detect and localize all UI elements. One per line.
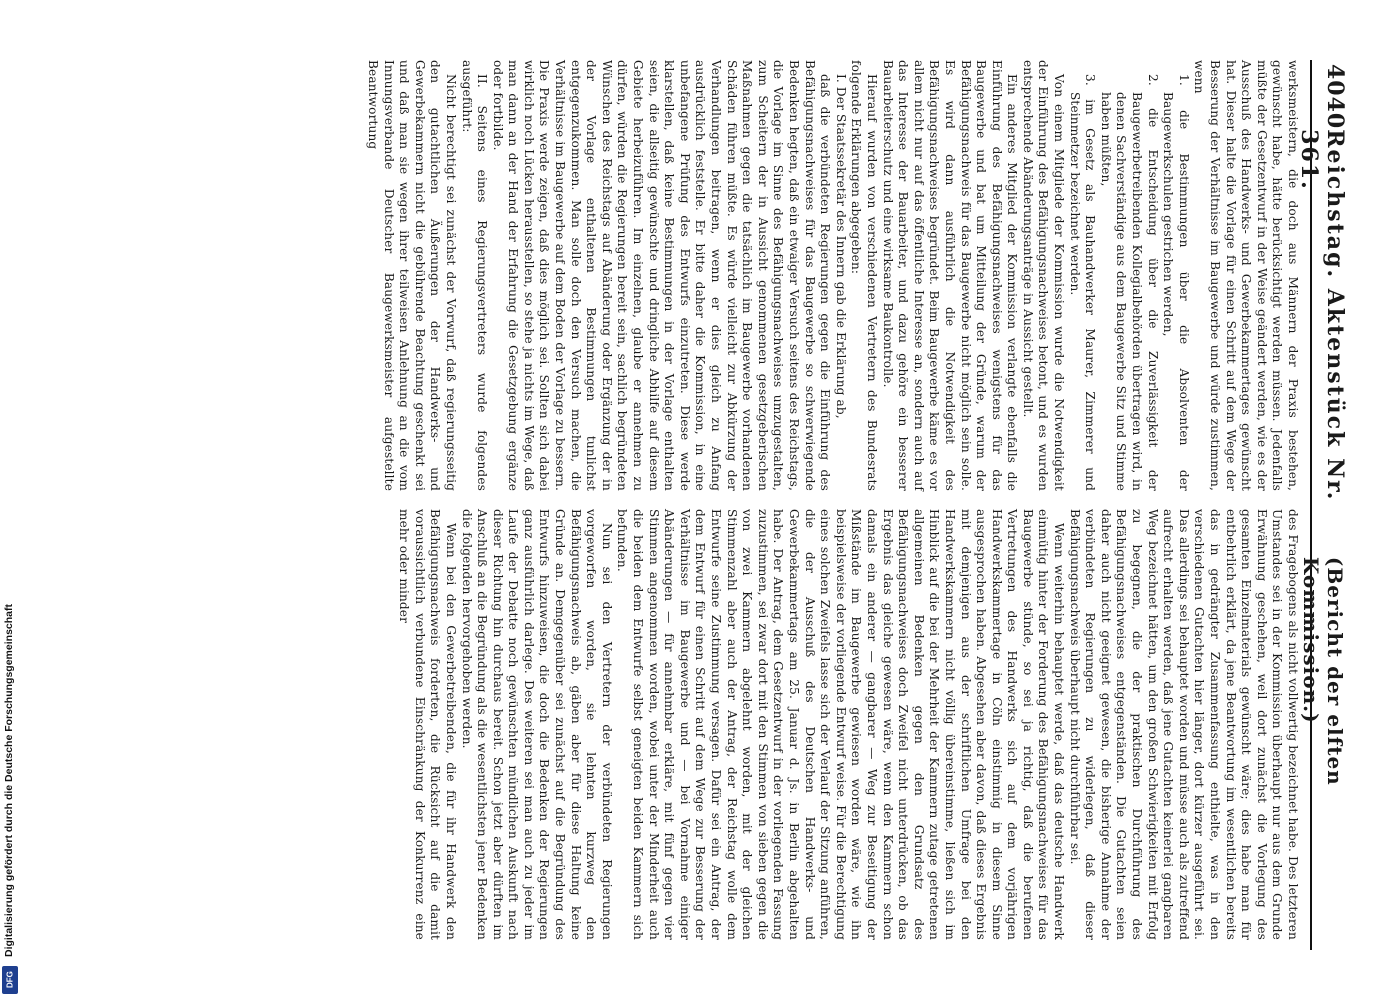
paragraph: Wenn weiterhin behauptet werde, daß das deutsche Handwerk einmütig hinter der Forderung des Befähigungsnachweises für das Baugewerbe stünde, so sei ja richtig, daß die berufenen Vertretungen des Handwerks sich auf dem vorjährigen Handwerkskammertage in Cöln einstimmig in diesem Sinne ausgesprochen haben. Abgesehen aber davon, daß dieses Ergebnis mit demjenigen aus der schriftlichen Umfrage bei den Handwerkskammern nicht völlig übereinstimme, ließen sich im Hinblick auf die bei der Mehrheit der Kammern zutage getretenen allgemeinen Bedenken gegen den Grundsatz des Befähigungsnachweises doch Zweifel nicht unterdrücken, ob das Ergebnis das gleiche gewesen wäre, wenn den Kammern schon damals ein anderer — gangbarer — Weg zur Beseitigung der Mißstände im Baugewerbe gewiesen worden wäre, wie ihn beispielsweise der vorliegende Entwurf weise. Für die Berechtigung eines solchen Zweifels lasse sich der Verlauf der Sitzung anführen, die der Ausschuß des Deutschen Handwerks- und Gewerbekammertags am 25. Januar d. Js. in Berlin abgehalten habe. Der Antrag, dem Gesetzentwurf in der vorliegenden Fassung zuzustimmen, sei zwar dort mit den Stimmen von sieben gegen die von zwei Kammern abgelehnt worden, mit der gleichen Stimmenzahl aber auch der Antrag, der Reichstag wolle dem Entwurfe seine Zustimmung versagen. Dafür sei ein Antrag, der dem Entwurf für einen Schritt auf dem Wege zur Besserung der Verhältnisse im Baugewerbe und — bei Vornahme einiger Abänderungen — für annehmbar erkläre, mit fünf gegen vier Stimmen angenommen worden, wobei unter der Minderheit auch die beiden dem Entwurfe selbst geneigten beiden Kammern sich befunden. bbox=[615, 509, 1067, 940]
paragraph: Nicht berechtigt sei zunächst der Vorwurf, daß regierungsseitig den gutachtlichen Äußerungen der Handwerks- und Gewerbekammern nicht die gebührende Beachtung geschenkt sei und daß man sie wegen ihrer teilweisen Anlehnung an die vom Innungsverbande Deutscher Baugewerksmeister aufgestellte Beantwortung bbox=[365, 60, 458, 491]
text-columns bbox=[364, 60, 1300, 950]
page-number: 4040 bbox=[1322, 64, 1348, 130]
dfg-logo: DFG bbox=[2, 966, 18, 994]
paragraph: Ein anderes Mitglied der Kommission verlangte ebenfalls die Einführung des Befähigungsnachweises wenigstens für das Baugewerbe und bat um Mitteilung der Gründe, warum der Befähigungsnachweis für das Baugewerbe nicht möglich sein solle. Es wird dann ausführlich die Notwendigkeit des Befähigungsnachweises begründet. Beim Baugewerbe käme es vor allem nicht nur auf das öffentliche Interesse an, sondern auch auf das Interesse der Bauarbeiter, und dazu gehöre ein besserer Bauarbeiterschutz und eine wirksame Baukontrolle. bbox=[880, 60, 1020, 491]
list-item bbox=[1097, 74, 1160, 491]
paragraph: daß die verbündeten Regierungen gegen die Einführung des Befähigungsnachweises für das Baugewerbe so schwerwiegende Bedenken hegten, daß ein etwaiger Versuch seitens des Reichstags, die Vorlage im Sinne des Befähigungsnachweises umzugestalten, zum Scheitern der in Aussicht genommenen gesetzgeberischen Maßnahmen gegen die tatsächlich im Baugewerbe vorhandenen Schäden führen müßte. Es würde vielleicht zur Abkürzung der Verhandlungen beitragen, wenn er dies gleich zu Anfang ausdrücklich feststelle. Er bitte daher die Kommission, in eine unbefangene Prüfung des Entwurfs einzutreten. Diese werde klarstellen, daß keine Bestimmungen in der Vorlage enthalten seien, die allseitig gewünschte und dringliche Abhilfe auf diesem Gebiete herbeizuführen. Im einzelnen, glaube er annehmen zu dürfen, würden die Regierungen bereit sein, sachlich begründeten Wünschen des Reichstags auf Abänderung oder Ergänzung der in der Vorlage enthaltenen Bestimmungen tunlichst entgegenzukommen. Man solle doch den Versuch machen, die Verhältnisse im Baugewerbe auf dem Boden der Vorlage zu bessern. Die Praxis werde zeigen, daß dies möglich sei. Sollten sich dabei wirklich noch Lücken herausstellen, so stehe ja nichts im Wege, daß man dann an der Hand der Erfahrung die Gesetzgebung ergänze oder fortbilde. bbox=[490, 60, 833, 491]
list-item-text: die Bestimmungen über die Absolventen der Baugewerkschulen gestrichen werden, bbox=[1161, 92, 1191, 491]
list-item-number: 1. bbox=[1176, 74, 1191, 111]
paragraph: des Fragebogens als nicht vollwertig bezeichnet habe. Des letzteren Umstandes sei in der Kommission überhaupt nur aus dem Grunde Erwähnung geschehen, weil dort zunächst die Vorlegung des gesamten Einzelmaterials gewünscht wäre; dies habe man für entbehrlich erklärt, da jene Beantwortung im wesentlichen bereits das in gedrängter Zusammenfassung enthielte, was in den verschiedenen Gutachten hier länger, dort kürzer ausgeführt sei. Das allerdings sei behauptet worden und müsse auch als zutreffend aufrecht erhalten werden, daß jene Gutachten keinerlei gangbaren Weg bezeichnet hätten, um den großen Schwierigkeiten mit Erfolg zu begegnen, die der praktischen Durchführung des Befähigungsnachweises entgegenständen. Die Gutachten seien daher auch nicht geeignet gewesen, die bisherige Annahme der verbündeten Regierungen zu widerlegen, daß dieser Befähigungsnachweis überhaupt nicht durchführbar sei. bbox=[1067, 509, 1300, 940]
list-item-text: die Entscheidung über die Zuverlässigkeit der Baugewerbetreibenden Kollegialbehörden übertragen wird, in denen Sachverständige aus dem Baugewerbe Sitz und Stimme haben müßten, bbox=[1098, 92, 1160, 491]
list-item bbox=[1066, 74, 1098, 491]
section-label: (Bericht der elften Kommission.) bbox=[1299, 556, 1347, 786]
paragraph: II. Seitens eines Regierungsvertreters wurde folgendes ausgeführt: bbox=[459, 60, 490, 491]
paragraph: I. Der Staatssekretär des Innern gab die Erklärung ab, bbox=[833, 74, 848, 419]
list-item-number: 3. bbox=[1083, 74, 1098, 100]
list-item bbox=[1160, 74, 1191, 491]
list-item-number: 2. bbox=[1145, 74, 1160, 109]
running-title: Reichstag. Aktenstück Nr. 361. bbox=[1296, 129, 1348, 502]
left-column bbox=[364, 60, 1300, 491]
paragraph: werksmeistern, die doch aus Männern der Praxis bestehen, gewünscht habe, hätte berücksichtigt werden müssen. Jedenfalls müßte der Gesetzentwurf in der Weise geändert werden, wie es der Ausschuß des Handwerks- und Gewerbekammertages gewünscht hat. Dieser halte die Vorlage für einen Schritt auf dem Wege der Besserung der Verhältnisse im Baugewerbe und würde zustimmen, wenn bbox=[1192, 60, 1300, 491]
numbered-list bbox=[1066, 60, 1191, 491]
paragraph: Nun sei den Vertretern der verbündeten Regierungen vorgeworfen worden, sie lehnten kurzweg den Befähigungsnachweis ab, gäben aber für diese Haltung keine Gründe an. Demgegenüber sei zunächst auf die Begründung des Entwurfs hinzuweisen, die doch die Bedenken der Regierungen ganz ausführlich darlege. Des weiteren sei man auch zu jeder im Laufe der Debatte noch gewünschten mündlichen Auskunft nach dieser Richtung hin durchaus bereit. Schon jetzt aber dürften im Anschluß an die Begründung als die wesentlichsten jener Bedenken die folgenden hervorgehoben werden. bbox=[459, 509, 614, 940]
list-item-text: im Gesetz als Bauhandwerker Maurer, Zimmerer und Steinmetzer bezeichnet werden. bbox=[1067, 92, 1098, 491]
page-header bbox=[1296, 60, 1348, 950]
right-column bbox=[364, 509, 1300, 940]
paragraph: Von einem Mitgliede der Kommission wurde die Notwendigkeit der Einführung des Befähigungsnachweises betont, und es wurden entsprechende Abänderungsanträge in Aussicht gestellt. bbox=[1020, 60, 1067, 491]
paragraph: Hierauf wurden von verschiedenen Vertretern des Bundesrats folgende Erklärungen abgegeben: bbox=[849, 60, 879, 491]
paragraph: Wenn bei den Gewerbetreibenden, die für ihr Handwerk den Befähigungsnachweis forderten, die Rücksicht auf die damit voraussichtlich verbundene Einschränkung der Konkurrenz eine mehr oder minder bbox=[397, 509, 458, 940]
digitization-attribution: Digitalisierung gefördert durch die Deutsche Forschungsgemeinschaft bbox=[3, 604, 15, 957]
